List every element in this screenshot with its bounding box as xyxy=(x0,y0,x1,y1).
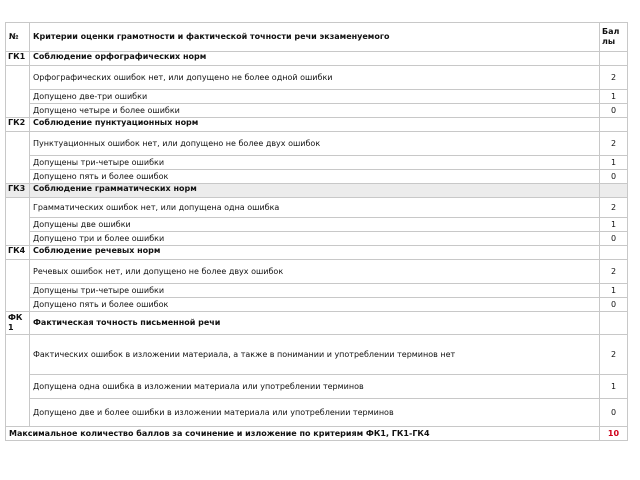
header-points: Баллы xyxy=(600,23,628,52)
group-code: ГК1 xyxy=(6,52,30,66)
group-score-empty xyxy=(600,52,628,66)
criterion-score: 0 xyxy=(600,104,628,118)
criterion-text: Допущено пять и более ошибок xyxy=(30,298,600,312)
criterion-score: 2 xyxy=(600,335,628,375)
table-header xyxy=(6,23,628,52)
table-row xyxy=(6,232,628,246)
criterion-score: 2 xyxy=(600,66,628,90)
total-row xyxy=(6,427,628,441)
criterion-text: Допущены две ошибки xyxy=(30,218,600,232)
group-title: Соблюдение орфографических норм xyxy=(30,52,600,66)
criterion-score: 1 xyxy=(600,284,628,298)
group-title: Соблюдение грамматических норм xyxy=(30,184,600,198)
criterion-text: Орфографических ошибок нет, или допущено не более одной ошибки xyxy=(30,66,600,90)
group-code: ГК4 xyxy=(6,246,30,260)
group-row-gk1 xyxy=(6,52,628,66)
group-title: Фактическая точность письменной речи xyxy=(30,312,600,335)
group-title: Соблюдение речевых норм xyxy=(30,246,600,260)
header-criteria: Критерии оценки грамотности и фактической точности речи экзаменуемого xyxy=(30,23,600,52)
criterion-score: 1 xyxy=(600,218,628,232)
criterion-text: Допущено три и более ошибки xyxy=(30,232,600,246)
criterion-score: 2 xyxy=(600,260,628,284)
criterion-score: 0 xyxy=(600,170,628,184)
criterion-score: 1 xyxy=(600,375,628,399)
criterion-score: 0 xyxy=(600,399,628,427)
table-row xyxy=(6,104,628,118)
table-row xyxy=(6,284,628,298)
group-row-gk3 xyxy=(6,184,628,198)
criterion-text: Допущено пять и более ошибок xyxy=(30,170,600,184)
criterion-text: Допущены три-четыре ошибки xyxy=(30,284,600,298)
table-row xyxy=(6,156,628,170)
group-code: ФК1 xyxy=(6,312,30,335)
criterion-text: Допущены три-четыре ошибки xyxy=(30,156,600,170)
table-row xyxy=(6,198,628,218)
criterion-text: Речевых ошибок нет, или допущено не более двух ошибок xyxy=(30,260,600,284)
group-title: Соблюдение пунктуационных норм xyxy=(30,118,600,132)
table-row xyxy=(6,335,628,375)
criterion-text: Пунктуационных ошибок нет, или допущено не более двух ошибок xyxy=(30,132,600,156)
criteria-table xyxy=(5,22,628,441)
table-row xyxy=(6,375,628,399)
group-code: ГК2 xyxy=(6,118,30,132)
group-row-gk4 xyxy=(6,246,628,260)
criterion-score: 0 xyxy=(600,232,628,246)
table-row xyxy=(6,298,628,312)
total-label: Максимальное количество баллов за сочинение и изложение по критериям ФК1, ГК1-ГК4 xyxy=(6,427,600,441)
group-row-gk2 xyxy=(6,118,628,132)
table-row xyxy=(6,218,628,232)
criterion-text: Допущена одна ошибка в изложении материала или употреблении терминов xyxy=(30,375,600,399)
criterion-score: 1 xyxy=(600,90,628,104)
criterion-text: Допущено четыре и более ошибки xyxy=(30,104,600,118)
table-row xyxy=(6,66,628,90)
criterion-text: Грамматических ошибок нет, или допущена одна ошибка xyxy=(30,198,600,218)
table-row xyxy=(6,90,628,104)
criterion-text: Допущено две и более ошибки в изложении материала или употреблении терминов xyxy=(30,399,600,427)
criterion-text: Фактических ошибок в изложении материала, а также в понимании и употреблении терминов нет xyxy=(30,335,600,375)
group-row-fk1 xyxy=(6,312,628,335)
table-row xyxy=(6,132,628,156)
group-code: ГК3 xyxy=(6,184,30,198)
total-score: 10 xyxy=(600,427,628,441)
criterion-score: 2 xyxy=(600,132,628,156)
criterion-text: Допущено две-три ошибки xyxy=(30,90,600,104)
criterion-score: 2 xyxy=(600,198,628,218)
table-row xyxy=(6,260,628,284)
header-num: № xyxy=(6,23,30,52)
table-row xyxy=(6,399,628,427)
criterion-score: 1 xyxy=(600,156,628,170)
table-row xyxy=(6,170,628,184)
criterion-score: 0 xyxy=(600,298,628,312)
